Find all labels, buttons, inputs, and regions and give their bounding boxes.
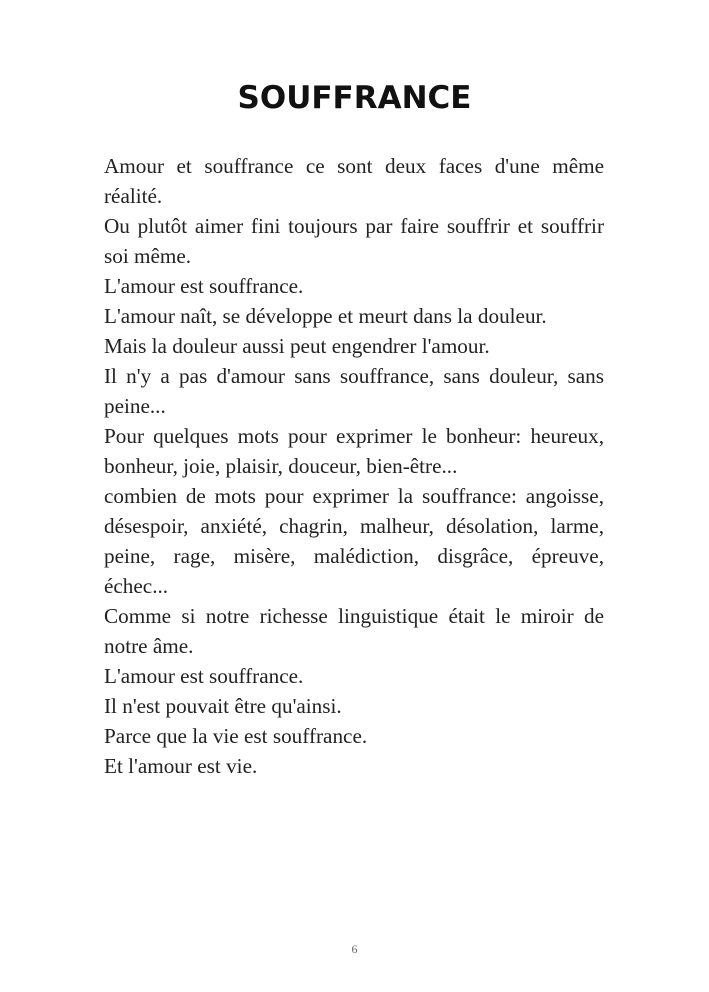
paragraph: Et l'amour est vie. xyxy=(104,754,258,778)
paragraph: L'amour naît, se développe et meurt dans la douleur. xyxy=(104,304,547,328)
paragraph: Ou plutôt aimer fini toujours par faire souffrir et souffrir soi même. xyxy=(104,214,604,268)
paragraph: Il n'est pouvait être qu'ainsi. xyxy=(104,694,342,718)
paragraph: Amour et souffrance ce sont deux faces d'une même réalité. xyxy=(104,154,604,208)
paragraph: L'amour est souffrance. xyxy=(104,664,304,688)
paragraph: Parce que la vie est souffrance. xyxy=(104,724,368,748)
paragraph: Pour quelques mots pour exprimer le bonheur: heureux, bonheur, joie, plaisir, douceur, bien-être... xyxy=(104,424,604,478)
page-title: SOUFFRANCE xyxy=(237,80,472,116)
page-number: 6 xyxy=(351,942,358,956)
paragraph: Il n'y a pas d'amour sans souffrance, sans douleur, sans peine... xyxy=(104,364,604,418)
poem-body xyxy=(104,151,604,781)
paragraph: Comme si notre richesse linguistique était le miroir de notre âme. xyxy=(104,604,604,658)
paragraph: combien de mots pour exprimer la souffrance: angoisse, désespoir, anxiété, chagrin, malheur, désolation, larme, peine, rage, misère, malédiction, disgrâce, épreuve, échec... xyxy=(104,484,604,598)
paragraph: Mais la douleur aussi peut engendrer l'amour. xyxy=(104,334,490,358)
paragraph: L'amour est souffrance. xyxy=(104,274,304,298)
